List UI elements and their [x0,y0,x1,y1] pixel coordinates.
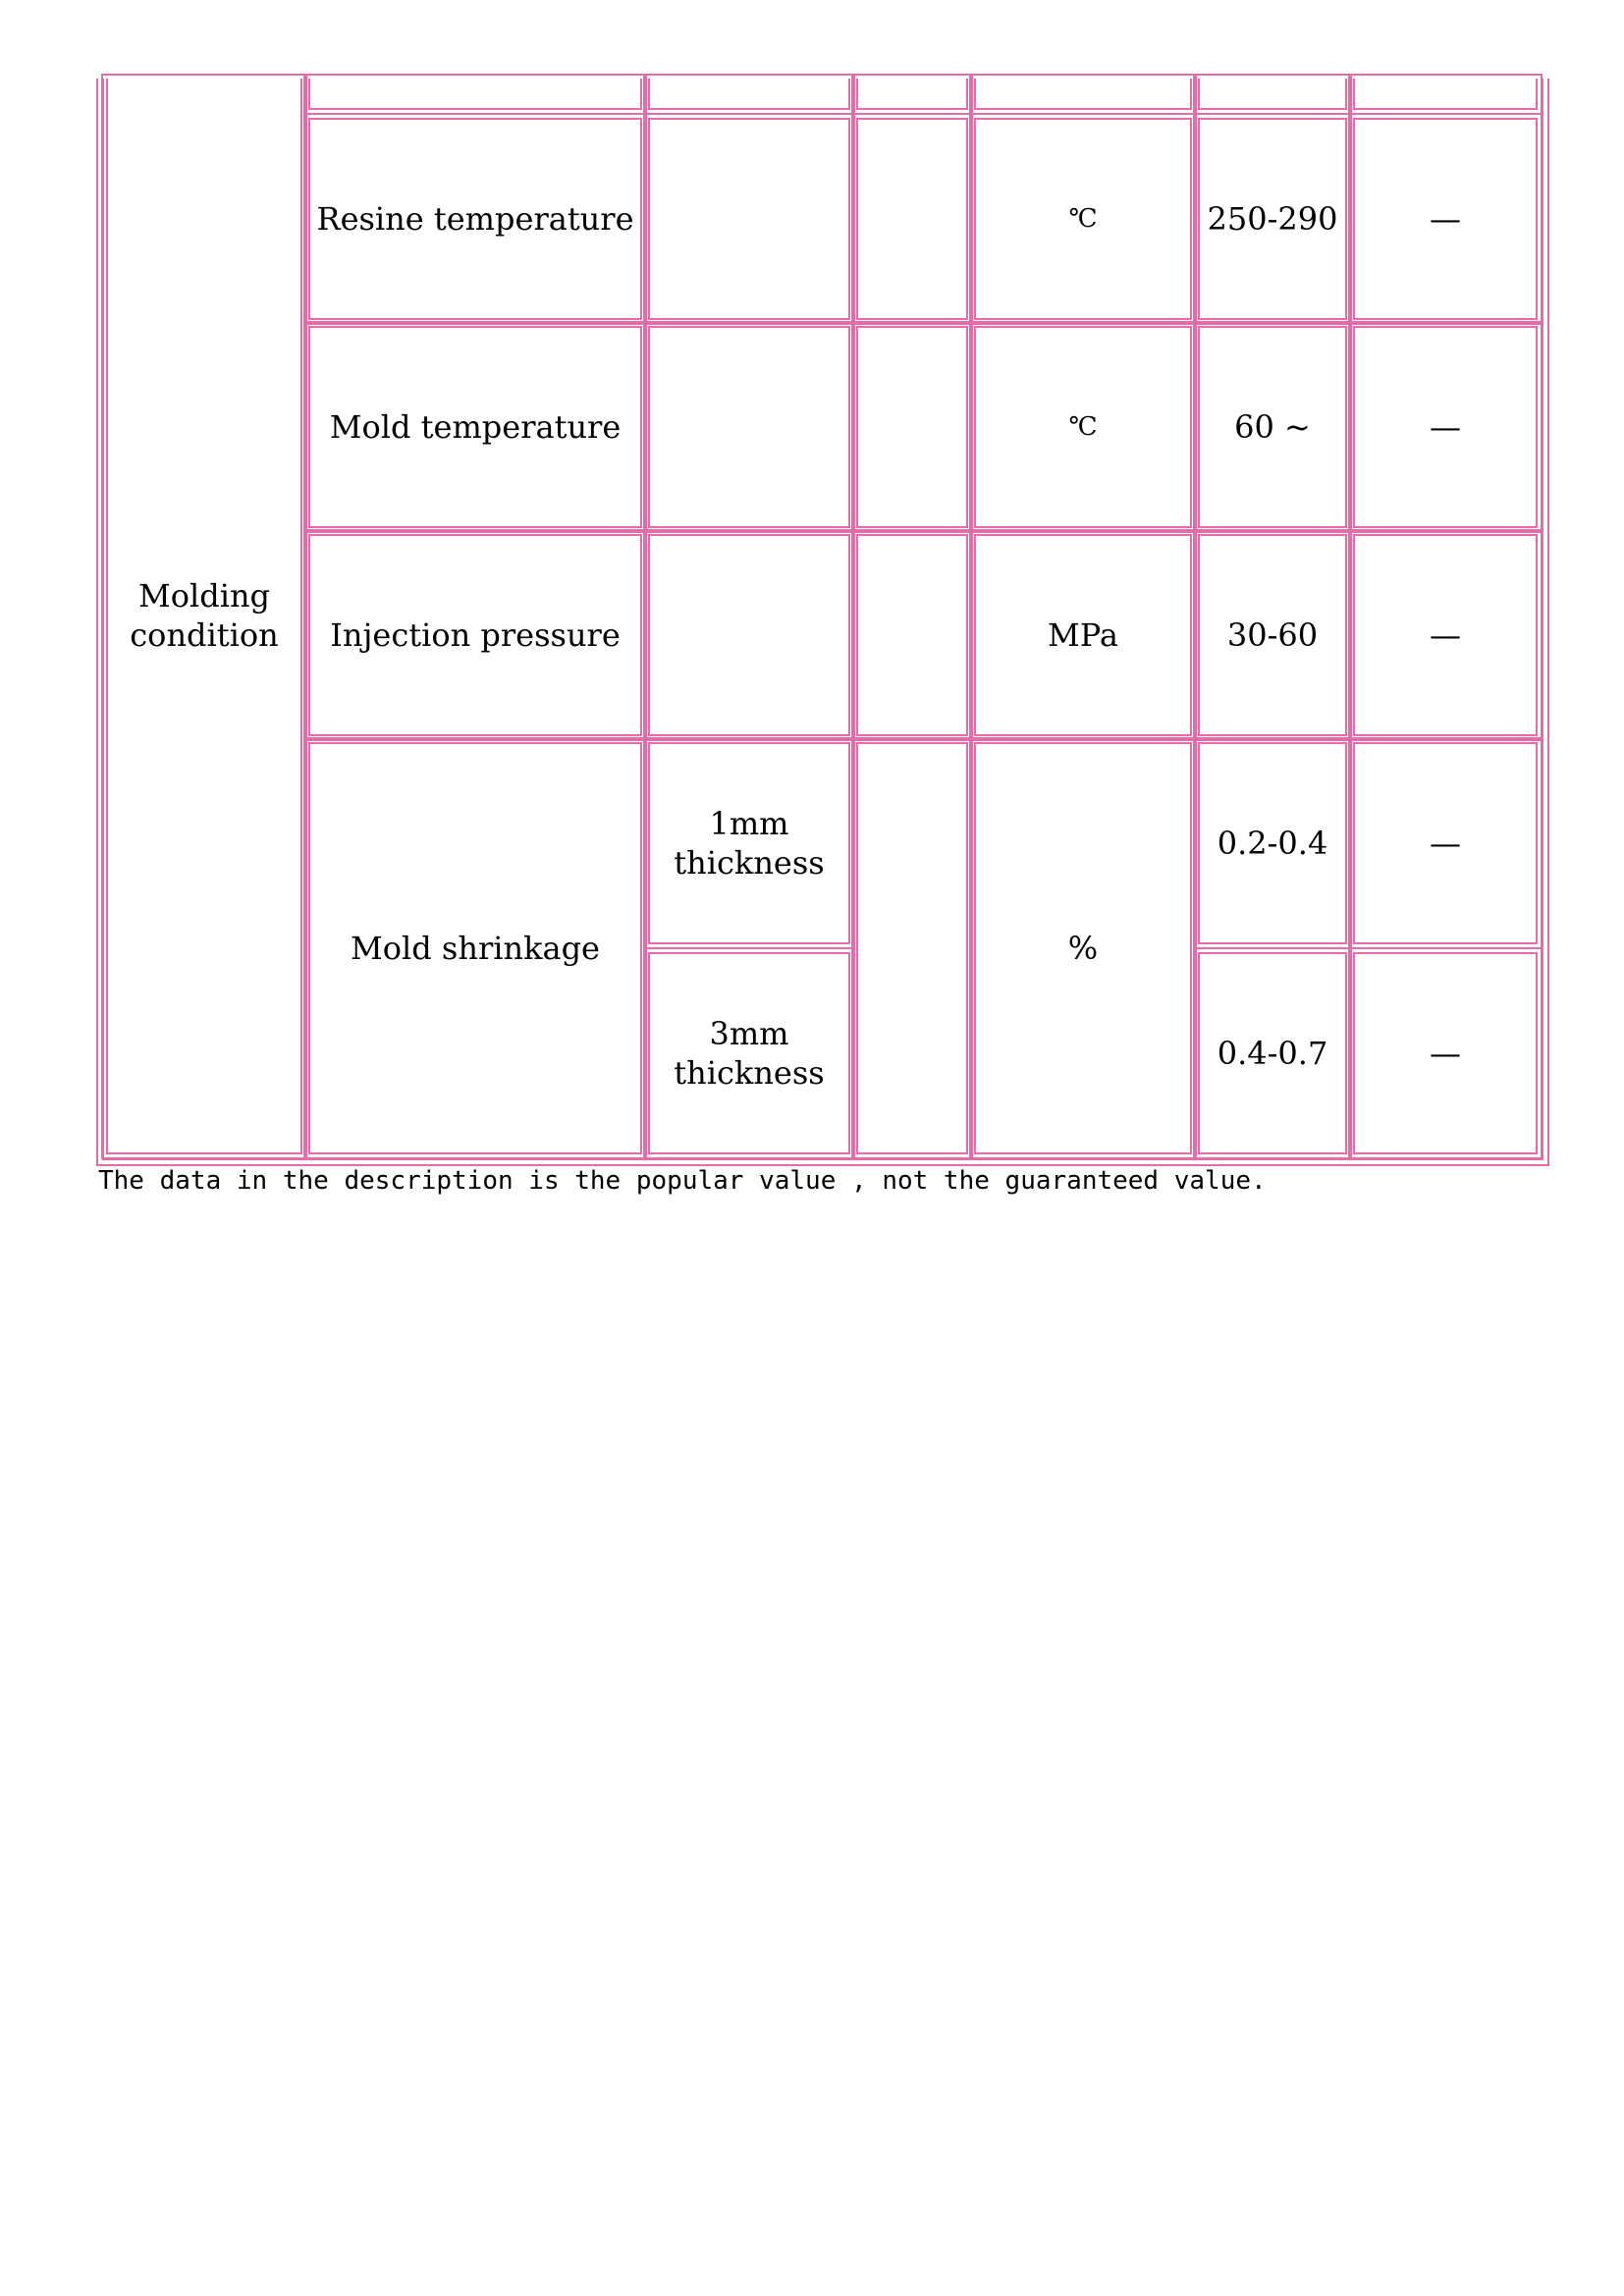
table-row-unit: MPa [974,534,1192,736]
table-row-property: Resine temperature [308,118,642,320]
table-row-unit: % [974,742,1192,1154]
table-subrow-condition: 1mm thickness [648,742,850,944]
table-subrow-other: — [1353,742,1538,944]
table-subrow-value: 0.2-0.4 [1198,742,1347,944]
table-cell-continuation [648,79,850,110]
group-label-molding-condition: Molding condition [106,79,302,1154]
table-row-property: Mold shrinkage [308,742,642,1154]
table-row-condition [648,326,850,528]
table-row-value: 60 ~ [1198,326,1347,528]
table-row-value: 250-290 [1198,118,1347,320]
table-row-other: — [1353,326,1538,528]
table-row-other: — [1353,534,1538,736]
table-row-unit: ℃ [974,326,1192,528]
table-row-value: 30-60 [1198,534,1347,736]
table-row-method [856,534,968,736]
table-subrow-value: 0.4-0.7 [1198,952,1347,1154]
footnote: The data in the description is the popular value , not the guaranteed value. [98,1166,1267,1196]
table-cell-continuation [856,79,968,110]
table-cell-continuation [1353,79,1538,110]
table-cell-continuation [1198,79,1347,110]
table-cell-continuation [974,79,1192,110]
table-subrow-other: — [1353,952,1538,1154]
table-row-method [856,118,968,320]
table-row-method [856,742,968,1154]
table-row-method [856,326,968,528]
table-row-property: Injection pressure [308,534,642,736]
table-row-property: Mold temperature [308,326,642,528]
table-row-condition [648,118,850,320]
table-row-condition [648,534,850,736]
table-subrow-condition: 3mm thickness [648,952,850,1154]
table-row-unit: ℃ [974,118,1192,320]
table-cell-continuation [308,79,642,110]
table-row-other: — [1353,118,1538,320]
